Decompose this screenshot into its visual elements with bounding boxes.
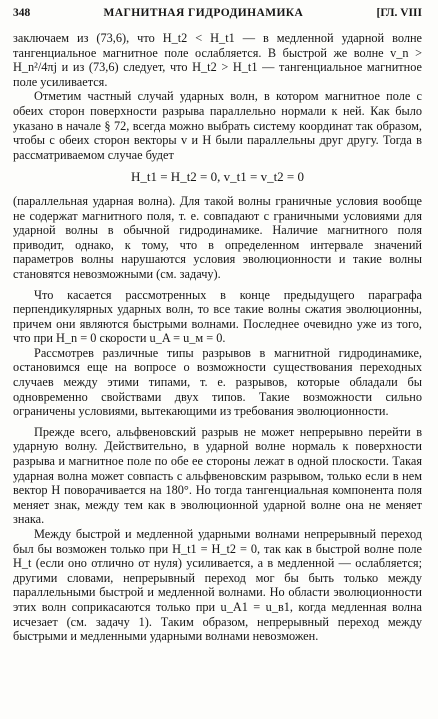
- paragraph: Отметим частный случай ударных волн, в котором магнитное поле с обеих сторон поверхности разрыва параллельно нормали к ней. Как было указано в начале § 72, всегда можно выбрать систему координат так образом, чтобы с обеих сторон векторы v и H были параллельны друг другу. Тогда в рассматриваемом случае будет: [13, 89, 422, 162]
- paragraph: (параллельная ударная волна). Для такой волны граничные условия вообще не содержат магнитного поля, т. е. совпадают с граничными условиями для ударной волны в обычной гидродинамике. Наличие магнитного поля приводит, однако, к тому, что в определенном интервале значений параметров волны нарушаются условия эволюционности и такие волны становятся невозможными (см. задачу).: [13, 193, 422, 281]
- formula: H_t1 = H_t2 = 0, v_t1 = v_t2 = 0: [130, 169, 305, 185]
- paragraph: Прежде всего, альфвеновский разрыв не может непрерывно перейти в ударную волну. Действительно, в ударной волне нормаль к поверхности разрыва и магнитное поле по обе ее стороны лежат в одной плоскости. Такая ударная волна может совпасть с альфвеновским разрывом, только если в нем вектор H поворачивается на 180°. Но тогда тангенциальная компонента поля меняет знак, между тем как в эволюционной ударной волне она не меняет знака.: [13, 424, 422, 527]
- paragraph: Между быстрой и медленной ударными волнами непрерывный переход был бы возможен только при H_t1 = H_t2 = 0, так как в быстрой волне поле H_t (если оно отлично от нуля) усиливается, а в медленной — ослабляется; другими словами, непрерывный переход мог бы быть только между параллельными быстрой и медленной волнами. Но области эволюционности этих волн соприкасаются только при u_A1 = u_в1, когда медленная волна исчезает (см. задачу 1). Таким образом, непрерывный переход между быстрыми и медленными ударными волнами невозможен.: [13, 527, 422, 644]
- page-body: [13, 31, 422, 644]
- page-number: 348: [13, 7, 31, 19]
- page-header: [13, 7, 422, 25]
- paragraph: заключаем из (73,6), что H_t2 < H_t1 — в медленной ударной волне тангенциальное магнитное поле ослабляется. В быстрой же волне v_n > H_n²/4πj и из (73,6) следует, что H_t2 > H_t1 — тангенциальное магнитное поле усиливается.: [13, 31, 422, 89]
- chapter-label: [ГЛ. VIII: [376, 7, 422, 19]
- paragraph: Рассмотрев различные типы разрывов в магнитной гидродинамике, остановимся еще на вопросе о возможности существования переходных случаев между этими типами, т. е. разрывов, которые обладали бы одновременно свойствами двух типов. Такие возможности сильно ограничены условиями, вытекающими из требования эволюционности.: [13, 345, 422, 419]
- running-title: МАГНИТНАЯ ГИДРОДИНАМИКА: [103, 7, 304, 19]
- paragraph: Что касается рассмотренных в конце предыдущего параграфа перпендикулярных ударных волн, то все такие волны сжатия эволюционны, причем они являются быстрыми волнами. Последнее очевидно уже из того, что при H_n = 0 скорости u_A = u_м = 0.: [13, 287, 422, 346]
